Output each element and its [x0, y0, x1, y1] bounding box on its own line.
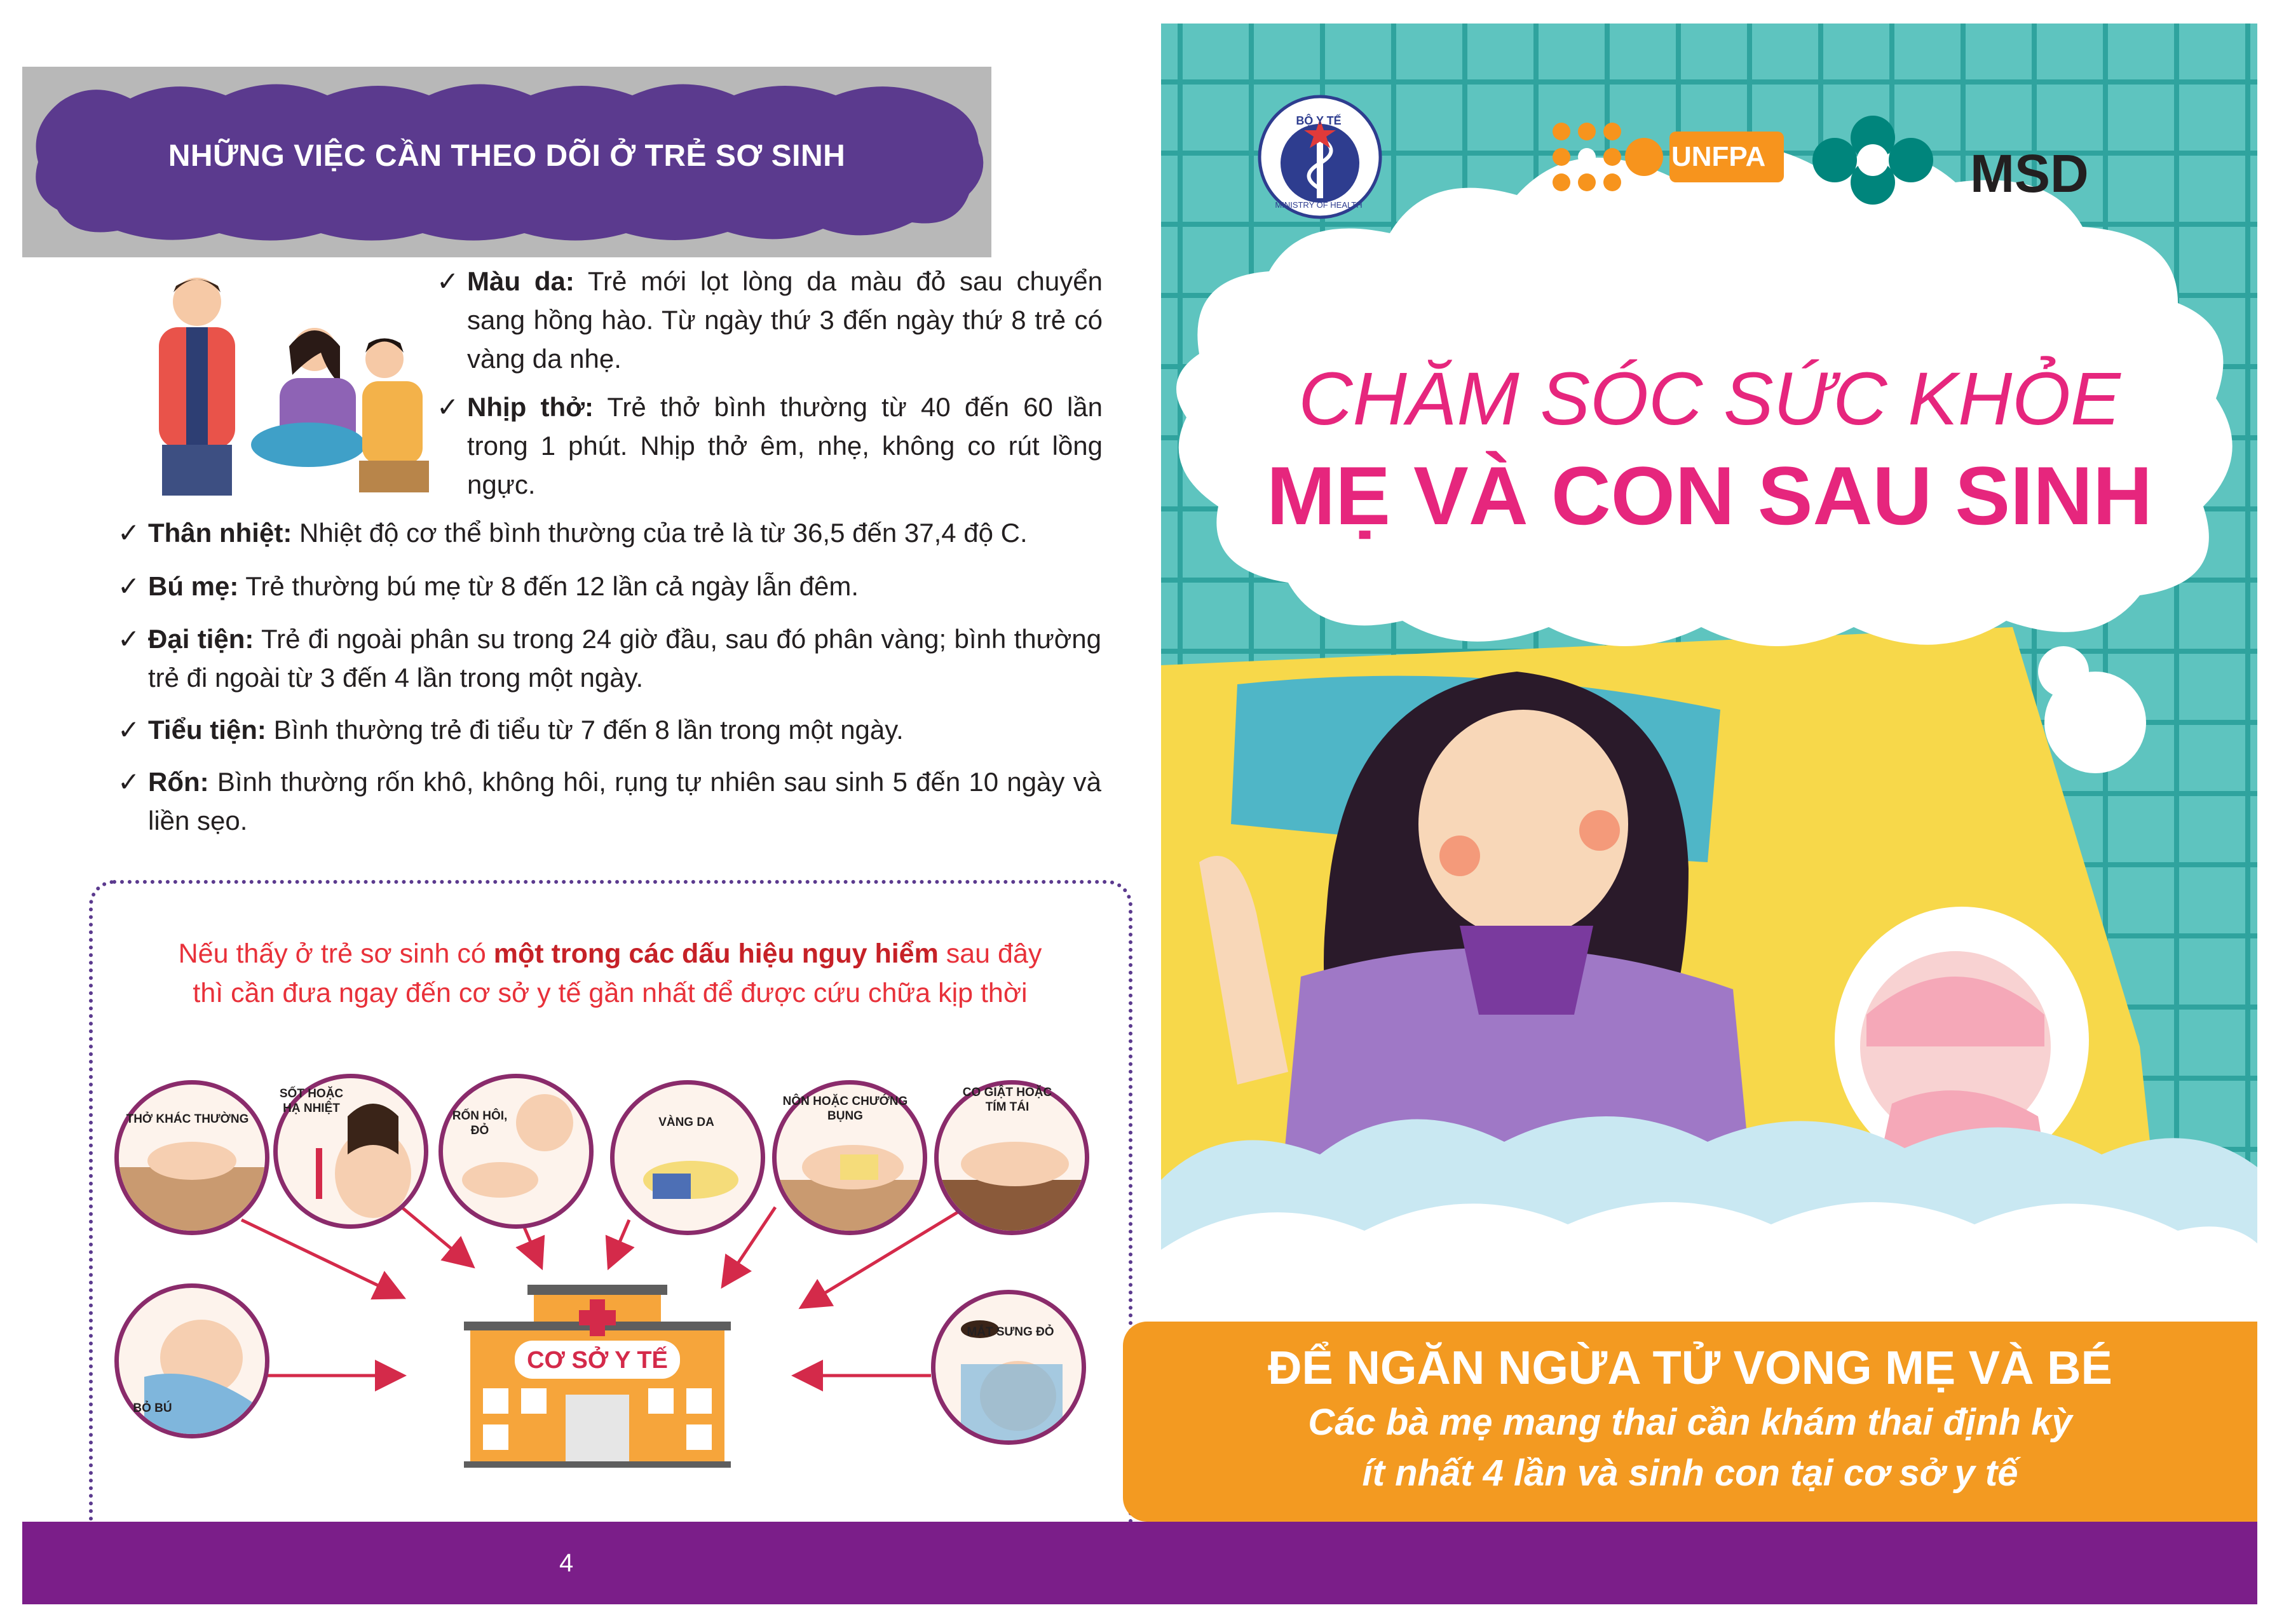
bullet-term: Đại tiện: — [148, 624, 254, 654]
check-icon: ✓ — [437, 266, 459, 296]
bullet-term: Bú mẹ: — [148, 571, 239, 601]
facility-label: CƠ SỞ Y TẾ — [527, 1347, 668, 1374]
moh-logo-top-text: BỘ Y TẾ — [1296, 114, 1342, 127]
bottom-message-line2: ít nhất 4 lần và sinh con tại cơ sở y tế — [1362, 1452, 2018, 1494]
sign-label: THỞ KHÁC THƯỜNG — [126, 1113, 249, 1126]
cover-title-line2: MẸ VÀ CON SAU SINH — [1266, 449, 2152, 542]
moh-logo-bottom-text: MINISTRY OF HEALTH — [1275, 200, 1363, 210]
bullet-term: Màu da: — [467, 266, 574, 296]
msd-logo-text: MSD — [1970, 144, 2089, 203]
bullet-text: Trẻ đi ngoài phân su trong 24 giờ đầu, sau đó phân vàng; bình thường trẻ đi ngoài từ 3 đến 4 lần trong một ngày. — [148, 624, 1101, 693]
bullet-term: Rốn: — [148, 767, 209, 797]
sign-label: RỐN HÔI, ĐỎ — [452, 1109, 508, 1137]
jaundice-baby-icon — [615, 1085, 761, 1231]
sign-label: NÔN HOẶC CHƯỚNG BỤNG — [782, 1095, 908, 1123]
check-icon: ✓ — [118, 715, 140, 745]
bullet-term: Nhịp thở: — [467, 392, 594, 422]
bottom-message-title: ĐỂ NGĂN NGỪA TỬ VONG MẸ VÀ BÉ — [1268, 1341, 2112, 1394]
sign-label: MẮT SƯNG ĐỎ — [967, 1325, 1054, 1339]
bullet-term: Tiểu tiện: — [148, 715, 266, 745]
tile-background — [1161, 24, 2257, 1522]
sign-ron-hoi — [438, 1074, 594, 1229]
bullet-text: Bình thường trẻ đi tiểu từ 7 đến 8 lần trong một ngày. — [266, 715, 904, 745]
sign-label: SỐT HOẶC HẠ NHIỆT — [279, 1087, 344, 1115]
page-title: NHỮNG VIỆC CẦN THEO DÕI Ở TRẺ SƠ SINH — [168, 139, 846, 173]
sign-label: CO GIẬT HOẶC TÍM TÁI — [962, 1086, 1052, 1114]
check-icon: ✓ — [118, 571, 140, 601]
sign-label: VÀNG DA — [658, 1116, 714, 1129]
bullet-text: Nhiệt độ cơ thể bình thường của trẻ là từ 36,5 đến 37,4 độ C. — [292, 518, 1028, 548]
bullet-text: Trẻ mới lọt lòng da màu đỏ sau chuyển sang hồng hào. Từ ngày thứ 3 đến ngày thứ 8 trẻ có vàng da nhẹ. — [467, 266, 1103, 374]
check-icon: ✓ — [437, 392, 459, 422]
danger-text-pre: Nếu thấy ở trẻ sơ sinh có — [178, 938, 494, 969]
bottom-message-line1: Các bà mẹ mang thai cần khám thai định kỳ — [1308, 1402, 2072, 1443]
swollen-eye-icon — [935, 1294, 1082, 1440]
sign-vang-da — [610, 1080, 765, 1235]
danger-text-line2: thì cần đưa ngay đến cơ sở y tế gần nhất để được cứu chữa kịp thời — [193, 978, 1028, 1008]
bullet-text: Trẻ thường bú mẹ từ 8 đến 12 lần cả ngày lẫn đêm. — [238, 571, 859, 601]
sign-mat-sung — [931, 1290, 1086, 1445]
bullet-text: Bình thường rốn khô, không hôi, rụng tự nhiên sau sinh 5 đến 10 ngày và liền sẹo. — [148, 767, 1101, 836]
danger-text-post: sau đây — [938, 938, 1042, 969]
sign-tho-khac-thuong — [114, 1080, 269, 1235]
baby-breathing-icon — [119, 1085, 265, 1231]
bullet-term: Thân nhiệt: — [148, 518, 292, 548]
unfpa-logo-text: UNFPA — [1671, 141, 1766, 172]
page-number: 4 — [559, 1549, 574, 1577]
check-icon: ✓ — [118, 518, 140, 548]
danger-text-bold: một trong các dấu hiệu nguy hiểm — [493, 938, 939, 969]
umbilical-icon — [443, 1078, 589, 1224]
cover-title-line1: CHĂM SÓC SỨC KHỎE — [1298, 357, 2121, 441]
sign-label: BỎ BÚ — [133, 1402, 172, 1415]
bullet-text: Trẻ thở bình thường từ 40 đến 60 lần trong 1 phút. Nhịp thở êm, nhẹ, không co rút lồng ngực. — [467, 392, 1103, 499]
footer-band — [22, 1522, 2257, 1604]
check-icon: ✓ — [118, 767, 140, 797]
check-icon: ✓ — [118, 624, 140, 654]
cover-page — [1161, 24, 2257, 1522]
